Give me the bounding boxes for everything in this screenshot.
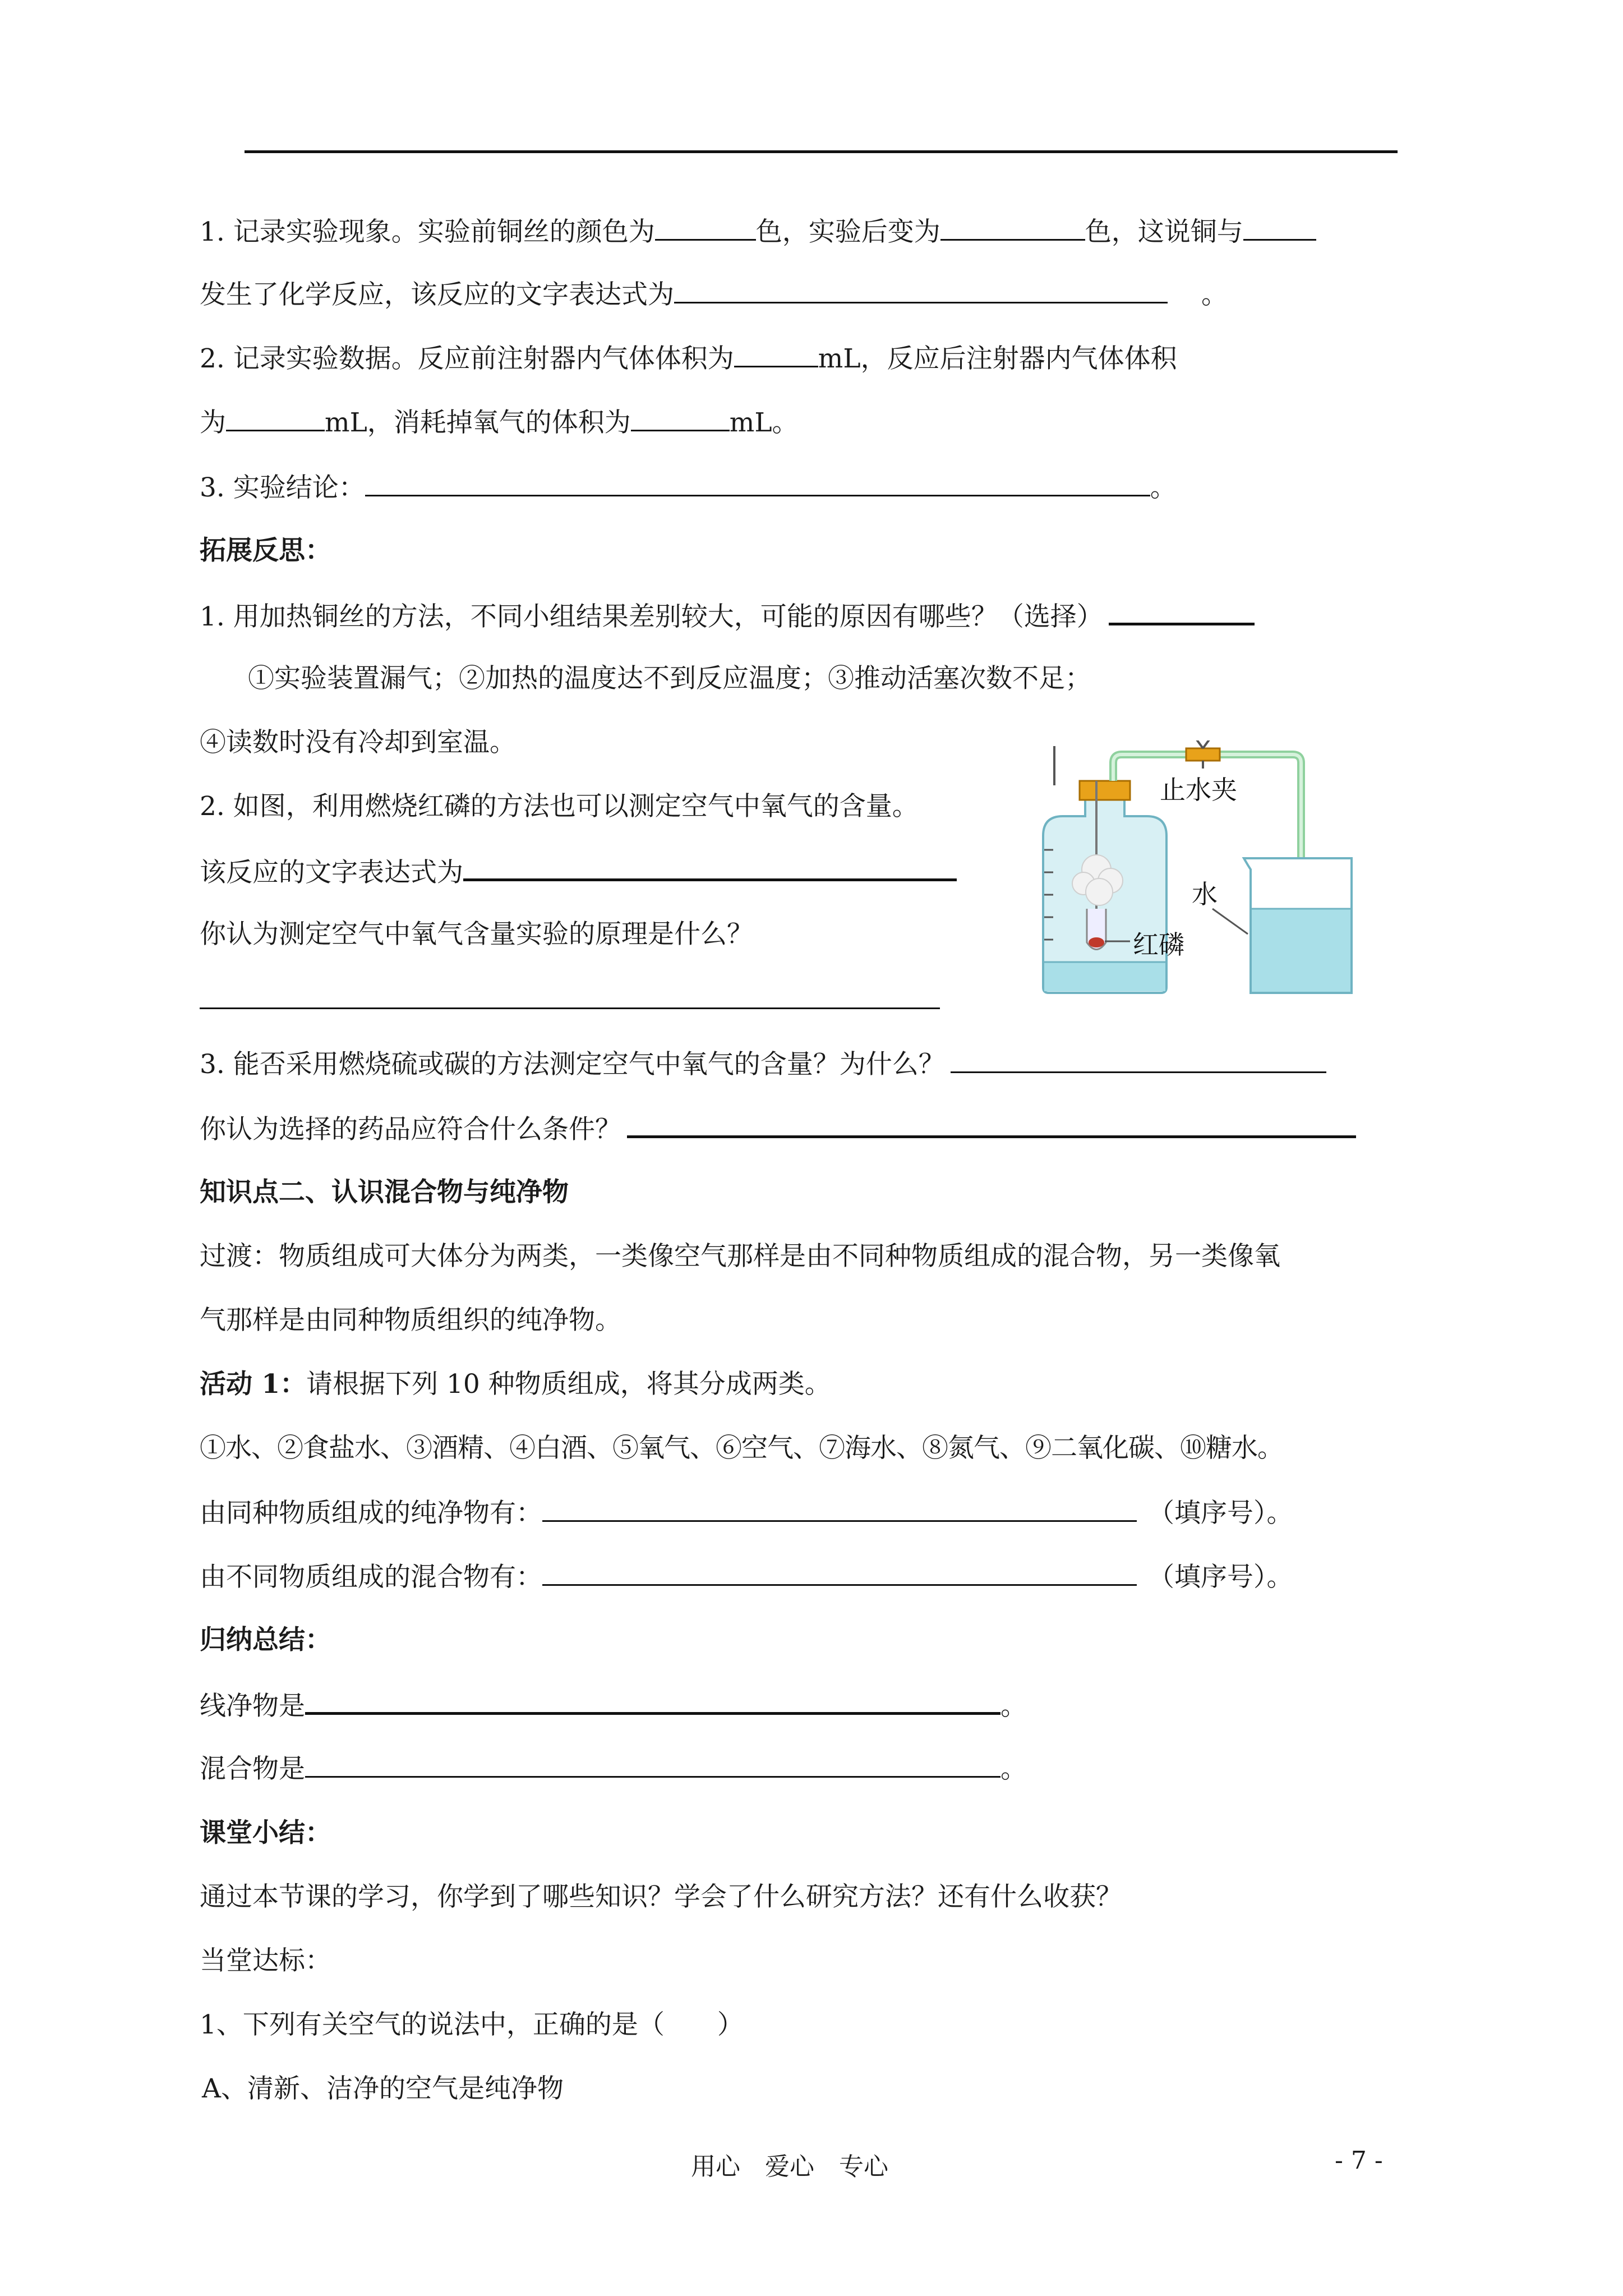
text-segment: 1. 用加热铜丝的方法，不同小组结果差别较大，可能的原因有哪些？（选择） <box>200 601 1103 632</box>
text-segment: 1. 记录实验现象。实验前铜丝的颜色为 <box>200 217 655 247</box>
text-line <box>200 1687 1027 1723</box>
text-segment: 3. 能否采用燃烧硫或碳的方法测定空气中氧气的含量？为什么？ <box>200 1049 945 1080</box>
text-line: ①实验装置漏气；②加热的温度达不到反应温度；③推动活塞次数不足； <box>248 663 1091 694</box>
text-segment: 发生了化学反应，该反应的文字表达式为 <box>200 279 674 310</box>
text-segment: 色，实验后变为 <box>755 217 940 247</box>
text-segment: mL。 <box>729 407 799 438</box>
answer-blank[interactable] <box>365 470 1150 496</box>
text-line <box>200 214 1316 249</box>
answer-blank[interactable] <box>951 1047 1326 1073</box>
text-segment: mL，消耗掉氧气的体积为 <box>325 407 631 438</box>
answer-blank[interactable] <box>305 1687 1000 1715</box>
apparatus-figure <box>1021 740 1402 999</box>
answer-blank[interactable] <box>200 983 940 1009</box>
text-line <box>200 1751 1027 1786</box>
stopper <box>1080 781 1130 800</box>
text-line: ④读数时没有冷却到室温。 <box>200 727 516 758</box>
clamp-label: 止水夹 <box>1160 775 1237 805</box>
text-segment: 混合物是 <box>200 1754 305 1784</box>
answer-blank[interactable] <box>734 341 818 367</box>
phosphorus-label: 红磷 <box>1133 930 1184 960</box>
answer-blank[interactable] <box>631 405 730 431</box>
text-segment: （填序号）。 <box>1148 1498 1293 1529</box>
page-number: - 7 - <box>1335 2146 1383 2175</box>
text-segment: 该反应的文字表达式为 <box>200 857 463 888</box>
activity-label: 活动 1： <box>200 1369 307 1400</box>
text-line: 2. 如图，利用燃烧红磷的方法也可以测定空气中氧气的含量。 <box>200 791 919 822</box>
text-segment: 你认为选择的药品应符合什么条件？ <box>200 1114 621 1145</box>
text-line <box>200 341 1177 376</box>
answer-blank[interactable] <box>542 1496 1137 1522</box>
text-line <box>200 1111 1356 1147</box>
text-line <box>200 1368 831 1401</box>
water-label: 水 <box>1192 879 1218 909</box>
header-rule <box>245 150 1398 153</box>
section-heading: 知识点二、认识混合物与纯净物 <box>200 1177 569 1208</box>
answer-blank[interactable] <box>627 1111 1356 1138</box>
clamp-icon <box>1186 740 1220 769</box>
answer-blank[interactable] <box>655 214 756 241</box>
text-line <box>200 277 1228 312</box>
text-line <box>200 1496 1293 1530</box>
text-line: 气那样是由同种物质组织的纯净物。 <box>200 1305 621 1336</box>
text-line: A、清新、洁净的空气是纯净物 <box>202 2073 564 2104</box>
text-line: ①水、②食盐水、③酒精、④白酒、⑤氧气、⑥空气、⑦海水、⑧氮气、⑨二氧化碳、⑩糖水。 <box>200 1433 1283 1464</box>
answer-blank[interactable] <box>542 1559 1137 1586</box>
text-segment: 。 <box>1201 279 1228 310</box>
footer-text: 用心 爱心 专心 <box>691 2152 888 2181</box>
text-line <box>200 470 1177 505</box>
section-heading: 课堂小结： <box>200 1818 331 1848</box>
text-segment: 线净物是 <box>200 1691 305 1722</box>
text-segment: 。 <box>1000 1754 1027 1784</box>
text-segment: 2. 记录实验数据。反应前注射器内气体体积为 <box>200 343 734 374</box>
section-heading: 归纳总结： <box>200 1625 331 1655</box>
answer-blank[interactable] <box>940 214 1085 241</box>
text-line <box>200 1047 1326 1082</box>
text-segment: 。 <box>1000 1691 1027 1722</box>
text-segment: 由同种物质组成的纯净物有： <box>200 1498 542 1529</box>
answer-blank[interactable] <box>463 854 957 881</box>
text-line <box>200 854 957 890</box>
text-line: 通过本节课的学习，你学到了哪些知识？学会了什么研究方法？还有什么收获？ <box>200 1881 1122 1912</box>
text-line <box>200 983 940 1018</box>
text-segment: 由不同物质组成的混合物有： <box>200 1562 542 1593</box>
text-segment: 3. 实验结论： <box>200 472 365 503</box>
text-segment: 色，这说铜与 <box>1085 217 1243 247</box>
text-segment: （填序号）。 <box>1148 1562 1293 1593</box>
text-line: 你认为测定空气中氧气含量实验的原理是什么？ <box>200 919 753 950</box>
text-segment: 为 <box>200 407 226 438</box>
beaker <box>1244 858 1352 993</box>
text-line <box>200 598 1255 634</box>
text-line: 1、下列有关空气的说法中，正确的是（ ） <box>200 2009 744 2040</box>
text-segment: 。 <box>1150 472 1177 503</box>
text-segment: 请根据下列 10 种物质组成，将其分成两类。 <box>306 1369 831 1400</box>
section-heading: 拓展反思： <box>200 535 331 566</box>
answer-blank[interactable] <box>305 1751 1000 1778</box>
answer-blank[interactable] <box>1109 598 1255 625</box>
text-line <box>200 405 799 440</box>
text-line: 当堂达标： <box>200 1945 331 1976</box>
text-line <box>200 1559 1293 1594</box>
answer-blank[interactable] <box>674 277 1168 303</box>
answer-blank[interactable] <box>226 405 325 431</box>
text-line: 过渡：物质组成可大体分为两类，一类像空气那样是由不同种物质组成的混合物，另一类像氧 <box>200 1241 1280 1272</box>
red-phosphorus <box>1089 937 1104 947</box>
answer-blank[interactable] <box>1243 214 1316 241</box>
text-segment: mL，反应后注射器内气体体积 <box>818 343 1177 374</box>
